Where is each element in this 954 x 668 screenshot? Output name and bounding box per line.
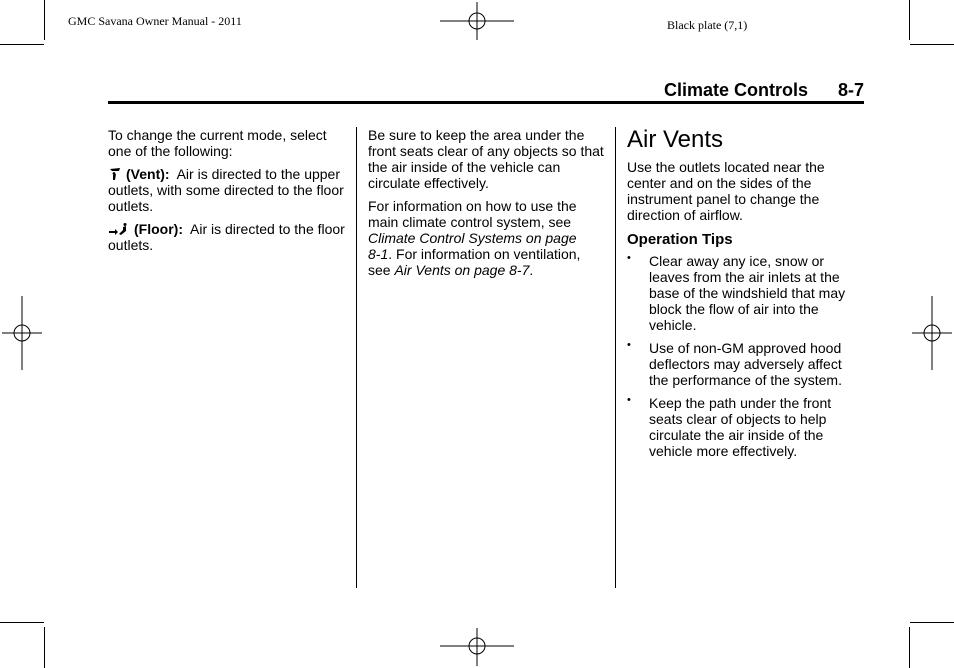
cross-reference-paragraph [368,198,604,278]
registration-mark-icon [0,296,44,370]
bullet-icon: • [627,339,631,351]
slug-right: Black plate (7,1) [667,18,748,32]
cross-reference-text: . For information on ventilation, see [368,246,581,278]
section-title: Climate Controls [663,80,808,100]
cross-reference-text: For information on how to use the main climate control system, see [368,198,577,230]
list-item-text: Use of non-GM approved hood deflectors may adversely affect the performance of the system. [649,340,842,388]
vent-mode-label: (Vent): [126,166,170,182]
floor-mode-text: Air is directed to the floor outlets. [108,221,345,253]
column-2 [368,127,604,285]
column-divider [615,127,616,588]
vent-mode-item [108,166,346,214]
bullet-icon: • [627,394,631,406]
page-number: 8-7 [837,80,864,100]
mode-intro: To change the current mode, select one of the following: [108,127,327,159]
crop-mark [910,44,954,45]
cross-reference-text: . [529,262,534,278]
vent-mode-text: Air is directed to the upper outlets, with some directed to the floor outlets. [108,166,344,214]
crop-mark [0,622,44,623]
air-vents-link[interactable]: Air Vents on page 8‑7 [394,262,530,278]
registration-mark-icon [440,0,514,42]
running-head [664,80,864,101]
vent-mode-icon [108,167,122,181]
crop-mark [910,622,954,623]
climate-control-link[interactable]: Climate Control Systems on page 8‑1 [368,230,577,262]
page-title: Air Vents [627,126,724,153]
crop-mark [44,627,45,668]
list-item [627,253,859,333]
registration-mark-icon [440,626,514,668]
column-3 [627,127,859,466]
header-rule [108,101,864,104]
bullet-icon: • [627,252,631,264]
column-divider [356,127,357,588]
crop-mark [909,627,910,668]
tips-list [627,253,859,459]
slug-left: GMC Savana Owner Manual - 2011 [68,14,242,28]
crop-mark [909,0,910,40]
crop-mark [44,0,45,40]
floor-mode-icon [108,222,130,236]
floor-mode-item [108,221,346,253]
column-1 [108,127,346,260]
list-item-text: Clear away any ice, snow or leaves from the air inlets at the base of the windshield that may block the flow of air into the vehicle. [649,253,846,333]
floor-mode-label: (Floor): [134,221,183,237]
subheading: Operation Tips [627,231,733,248]
list-item-text: Keep the path under the front seats clear of objects to help circulate the air inside of the vehicle more effectively. [649,395,832,459]
crop-mark [0,44,44,45]
seat-clearance-paragraph: Be sure to keep the area under the front seats clear of any objects so that the air inside of the vehicle can circulate effectively. [368,127,604,191]
registration-mark-icon [910,296,954,370]
air-vents-intro: Use the outlets located near the center and on the sides of the instrument panel to change the direction of airflow. [627,159,825,223]
list-item [627,395,859,459]
list-item [627,340,859,388]
